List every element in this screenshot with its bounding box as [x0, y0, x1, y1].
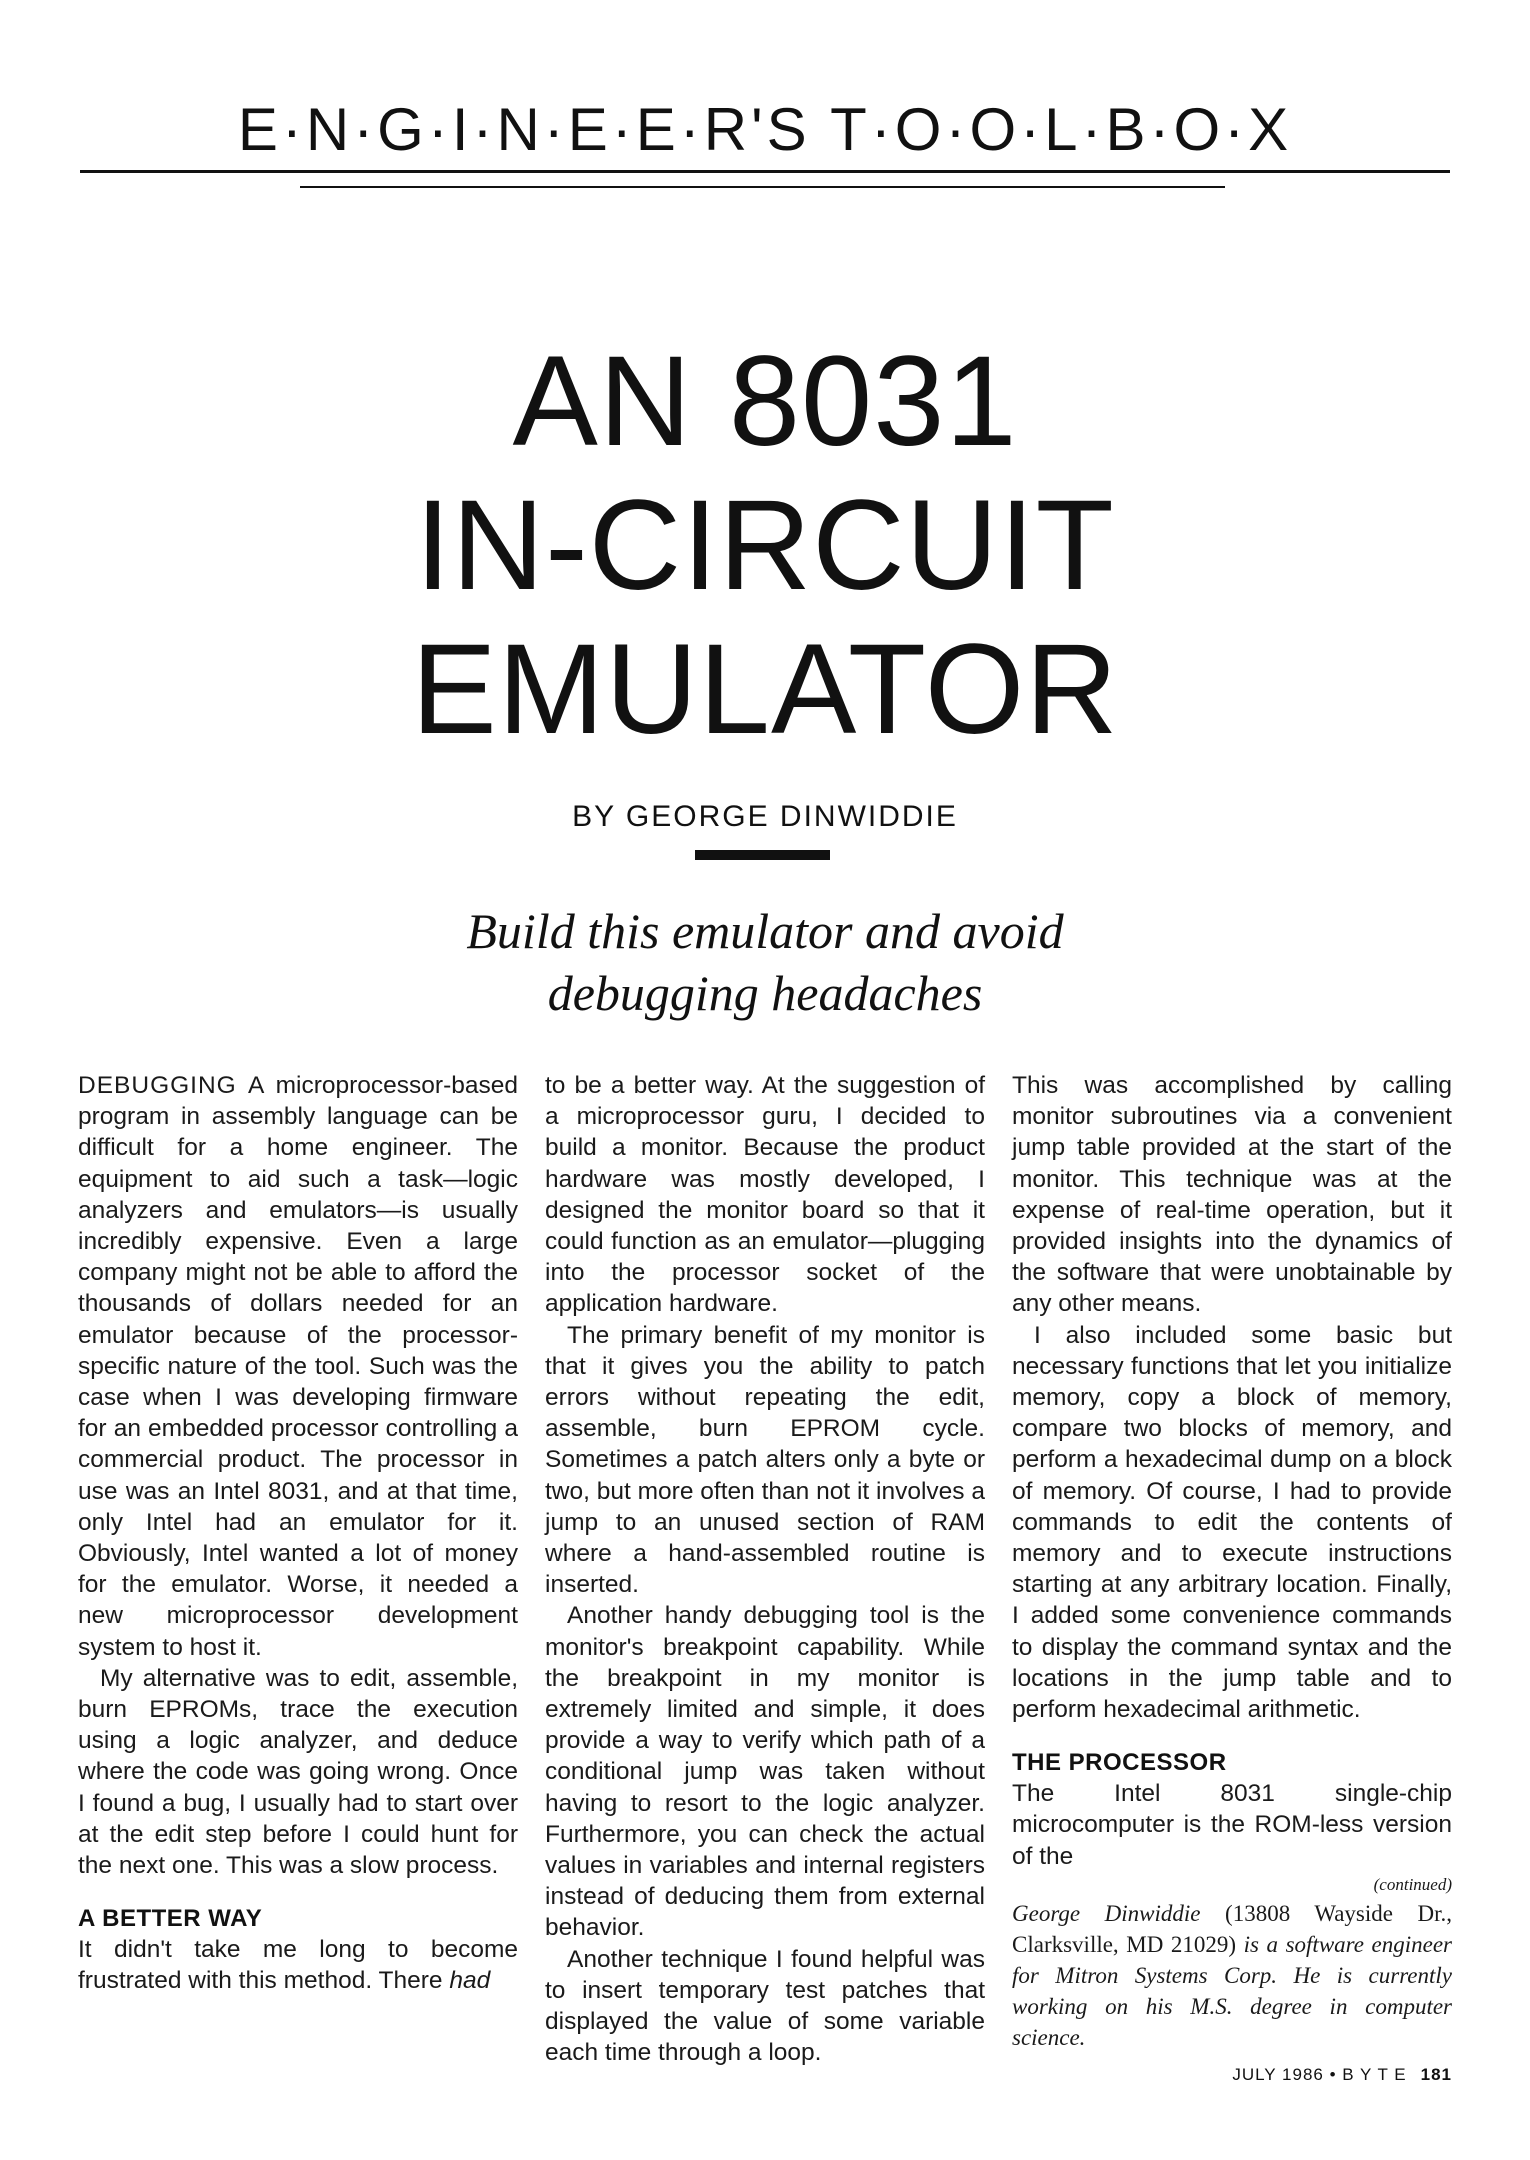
column-1 [78, 1070, 518, 1997]
column-2 [545, 1070, 985, 2069]
paragraph-3-italic: had [449, 1967, 491, 1995]
paragraph-1-text: A microprocessor-based program in assembly language can be difficult for a home engineer. The equipment to aid such a task—logic analyzers and emulators—is usually incredibly expensive. Even a large company might not be able to afford the thousands of dollars needed for an emulator because of the processor-specific nature of the tool. Such was the case when I was developing firmware for an embedded processor controlling a commercial product. The processor in use was an Intel 8031, and at that time, only Intel had an emulator for it. Obviously, Intel wanted a lot of money for the emulator. Worse, it needed a new microprocessor development system to host it. [78, 1072, 518, 1661]
bio-address: (13808 Wayside Dr., Clarksville, MD 21029) [1012, 1900, 1452, 1957]
article-title [0, 330, 1530, 762]
paragraph-8: This was accomplished by calling monitor subroutines via a convenient jump table provided at the start of the monitor. This technique was at the expense of real-time operation, but it provided insights into the dynamics of the software that were unobtainable by any other means. [1012, 1072, 1452, 1318]
lead-word: DEBUGGING [78, 1072, 237, 1099]
heading-the-processor: THE PROCESSOR [1012, 1749, 1227, 1777]
bio-name: George Dinwiddie [1012, 1900, 1201, 1926]
paragraph-9: I also included some basic but necessary functions that let you initialize memory, copy a block of memory, compare two blocks of memory, and perform a hexadecimal dump on a block of memory. Of course, I had to provide commands to edit the contents of memory and to execute instructions starting at any arbitrary location. Finally, I added some convenience commands to display the command syntax and the locations in the jump table and to perform hexadecimal arithmetic. [1012, 1321, 1452, 1724]
subtitle-line-1: Build this emulator and avoid [466, 903, 1064, 959]
paragraph-3 [78, 1934, 518, 1996]
byline-bar [695, 850, 830, 860]
byline: BY GEORGE DINWIDDIE [572, 800, 958, 833]
paragraph-7: Another technique I found helpful was to insert temporary test patches that displayed the value of some variable each time through a loop. [545, 1945, 985, 2067]
paragraph-4: to be a better way. At the suggestion of a microprocessor guru, I decided to build a monitor. Because the product hardware was mostly developed, I designed the monitor board so that it could function as an emulator—plugging into the processor socket of the application hardware. [545, 1072, 985, 1318]
title-line-1: AN 8031 [512, 330, 1018, 473]
header-rule-top [80, 170, 1450, 173]
paragraph-3-text: It didn't take me long to become frustrated with this method. There [78, 1936, 518, 1995]
paragraph-10: The Intel 8031 single-chip microcomputer is the ROM-less version of the [1012, 1780, 1452, 1870]
section-header: E·N·G·I·N·E·E·R'S T·O·O·L·B·O·X [237, 96, 1293, 163]
paragraph-5: The primary benefit of my monitor is that it gives you the ability to patch errors without repeating the edit, assemble, burn EPROM cycle. Sometimes a patch alters only a byte or two, but more often than not it involves a jump to an unused section of RAM where a hand-assembled routine is inserted. [545, 1321, 985, 1599]
column-3 [1012, 1070, 1452, 2053]
paragraph-1 [78, 1070, 518, 1663]
author-bio [1012, 1898, 1452, 2053]
subtitle [0, 900, 1530, 1024]
footer-issue: JULY 1986 • B Y T E [1232, 2065, 1407, 2084]
paragraph-6: Another handy debugging tool is the monitor's breakpoint capability. While the breakpoint in my monitor is extremely limited and simple, it does provide a way to verify which path of a conditional jump was taken without having to resort to the logic analyzer. Furthermore, you can check the actual values in variables and internal registers instead of deducing them from external behavior. [545, 1602, 985, 1942]
subtitle-line-2: debugging headaches [547, 965, 983, 1021]
page-number: 181 [1420, 2065, 1452, 2084]
bio-text: is a software engineer for Mitron Systems Corp. He is currently working on his M.S. degree in computer science. [1012, 1931, 1452, 2050]
title-line-2: IN-CIRCUIT [415, 474, 1115, 617]
header-rule-bottom [300, 186, 1225, 188]
paragraph-2: My alternative was to edit, assemble, burn EPROMs, trace the execution using a logic analyzer, and deduce where the code was going wrong. Once I found a bug, I usually had to start over at the edit step before I could hunt for the next one. This was a slow process. [78, 1664, 518, 1880]
heading-a-better-way: A BETTER WAY [78, 1905, 263, 1933]
title-line-3: EMULATOR [411, 618, 1119, 761]
continued-label: (continued) [1373, 1874, 1452, 1894]
page-footer [1232, 2065, 1452, 2085]
